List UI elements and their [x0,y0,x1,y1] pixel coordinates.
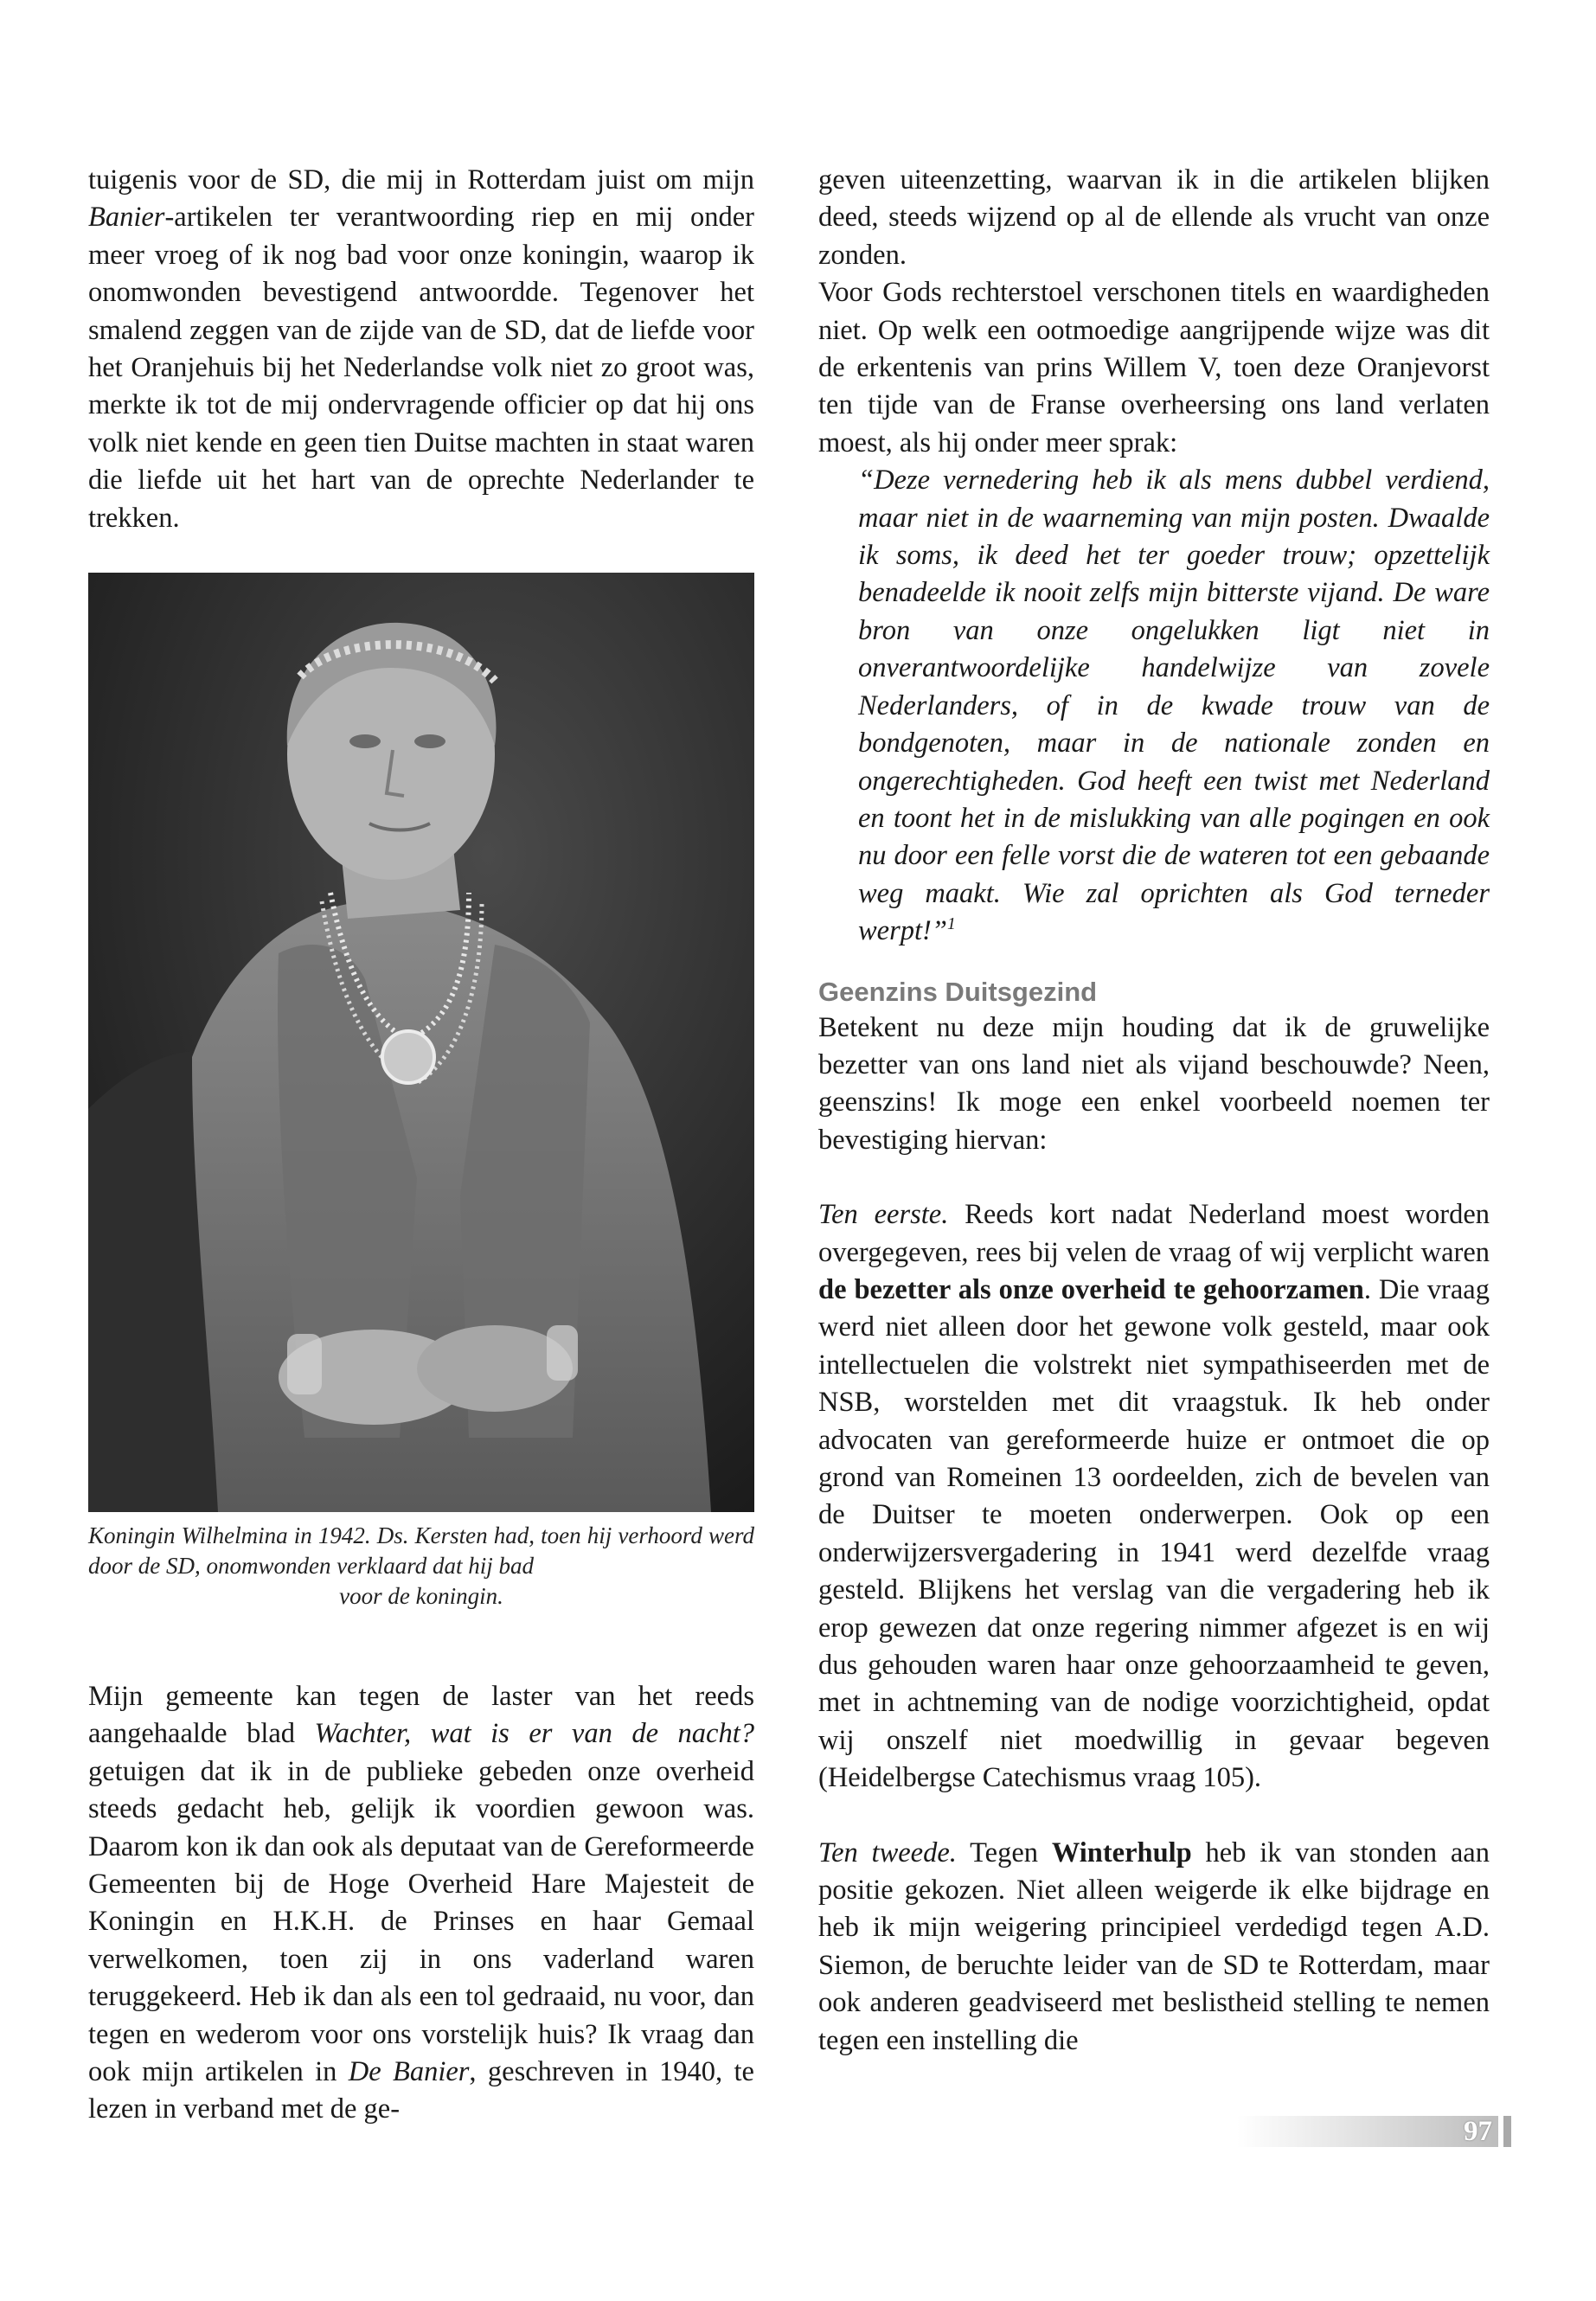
footnote-marker: 1 [946,915,956,934]
left-column-bottom [88,1678,754,2129]
section-heading: Geenzins Duitsgezind [818,976,1098,1007]
portrait-photo [88,573,754,1512]
paragraph [818,1835,1490,2060]
text-run: getuigen dat ik in de publieke gebeden onze overheid steeds gedacht heb, gelijk ik voordien gewoon was. Daarom kon ik dan ook als deputaat van de Gereformeerde Gemeenten bij de Hoge Overheid Hare Majesteit de Koningin en H.K.H. de Prinses en haar Gemaal verwelkomen, toen zij in ons vaderland waren teruggekeerd. Heb ik dan als een tol gedraaid, nu voor, dan tegen en wederom voor ons vorstelijk huis? Ik vraag dan ook mijn artikelen in [88,1755,754,2088]
paragraph: geven uiteenzetting, waarvan ik in die artikelen blijken deed, steeds wijzend op al de ellende als vrucht van onze zonden. [818,164,1490,271]
bold-run: de bezetter als onze overheid te gehoorzamen [818,1273,1364,1305]
italic-run: Ten tweede. [818,1836,957,1868]
text-run: tuigenis voor de SD, die mij in Rotterdam juist om mijn [88,164,754,195]
text-run: Tegen [956,1836,1052,1868]
page-number-bar-cap [1503,2116,1511,2147]
quote-text: “Deze vernedering heb ik als mens dubbel verdiend, maar niet in de waarneming van mijn posten. Dwaalde ik soms, ik deed het ter goeder trouw; opzettelijk benadeelde ik nooit zelfs mijn bitterste vijand. De ware bron van onze ongelukken ligt niet in onverantwoordelijke handelwijze van zovele Nederlanders, of in de kwade trouw van de bondgenoten, maar in de nationale zonden en ongerechtigheden. God heeft een twist met Nederland en toont het in de mislukking van alle pogingen en ook nu door een felle vorst die de wateren tot een gebaande weg maakt. Wie zal oprichten als God terneder werpt!” [858,465,1490,947]
page-number: 97 [1464,2116,1492,2147]
italic-run: Ten eerste. [818,1199,949,1231]
text-run: Mijn gemeente kan tegen de laster van het reeds aangehaalde blad [88,1681,754,1750]
right-column [818,162,1490,2060]
bold-run: Winterhulp [1051,1836,1192,1868]
text-run: heb ik van stonden aan positie gekozen. Niet alleen weigerde ik elke bijdrage en heb ik mijn weigering principieel verdedigd tegen A.D. Siemon, de beruchte leider van de SD te Rotterdam, maar ook anderen geadviseerd met beslistheid stelling te nemen tegen een instelling die [818,1836,1490,2056]
paragraph: Betekent nu deze mijn houding dat ik de gruwelijke bezetter van ons land niet als vijand beschouwde? Neen, geenszins! Ik moge een enkel voorbeeld noemen ter bevestiging hiervan: [818,1011,1490,1156]
italic-run: Wachter, wat is er van de nacht? [314,1718,754,1750]
left-column-top [88,162,754,537]
caption-text: Koningin Wilhelmina in 1942. Ds. Kersten had, toen hij verhoord werd door de SD, onomwonden verklaard dat hij bad [88,1522,754,1579]
paragraph [88,162,754,537]
caption-text-end: voor de koningin. [339,1583,503,1609]
paragraph: Voor Gods rechterstoel verschonen titels en waardigheden niet. Op welk een ootmoedige aangrijpende wijze was dit de erkentenis van prins Willem V, toen deze Oranjevorst ten tijde van de Franse overheersing ons land verlaten moest, als hij onder meer sprak: [818,277,1490,458]
portrait-illustration [88,573,754,1512]
block-quote [818,462,1490,950]
text-run: -artikelen ter verantwoording riep en mij onder meer vroeg of ik nog bad voor onze koningin, waarop ik onomwonden bevestigend antwoordde. Tegenover het smalend zeggen van de zijde van de SD, dat de liefde voor het Oranjehuis bij het Nederlandse volk niet zo groot was, merkte ik tot de mij ondervragende officier op dat hij ons volk niet kende en geen tien Duitse machten in staat waren die liefde uit het hart van de oprechte Nederlander te trekken. [88,202,754,534]
text-run: . Die vraag werd niet alleen door het gewone volk gesteld, maar ook intellectuelen die volstrekt niet sympathiseerden met de NSB, worstelden met dit vraagstuk. Ik heb onder advocaten van gereformeerde huize er ontmoet die op grond van Romeinen 13 oordeelden, zich de bevelen van de Duitser te moeten onderwerpen. Ook op een onderwijzersvergadering in 1941 werd dezelfde vraag gesteld. Blijkens het verslag van die vergadering heb ik erop gewezen dat onze regering nimmer afgezet is en wij dus gehouden waren haar onze gehoorzaamheid te geven, met in achtneming van de nodige voorzichtigheid, opdat wij onszelf niet moedwillig in gevaar begeven (Heidelbergse Catechismus vraag 105). [818,1273,1490,1794]
text-run: , geschreven in 1940, te lezen in verband met de ge- [88,2056,754,2125]
italic-run: Banier [88,202,165,234]
italic-run: De Banier [348,2056,470,2088]
paragraph [88,1678,754,2129]
text-run: Reeds kort nadat Nederland moest worden overgegeven, rees bij velen de vraag of wij verplicht waren [818,1199,1490,1268]
paragraph [818,1196,1490,1798]
photo-caption [88,1521,754,1612]
